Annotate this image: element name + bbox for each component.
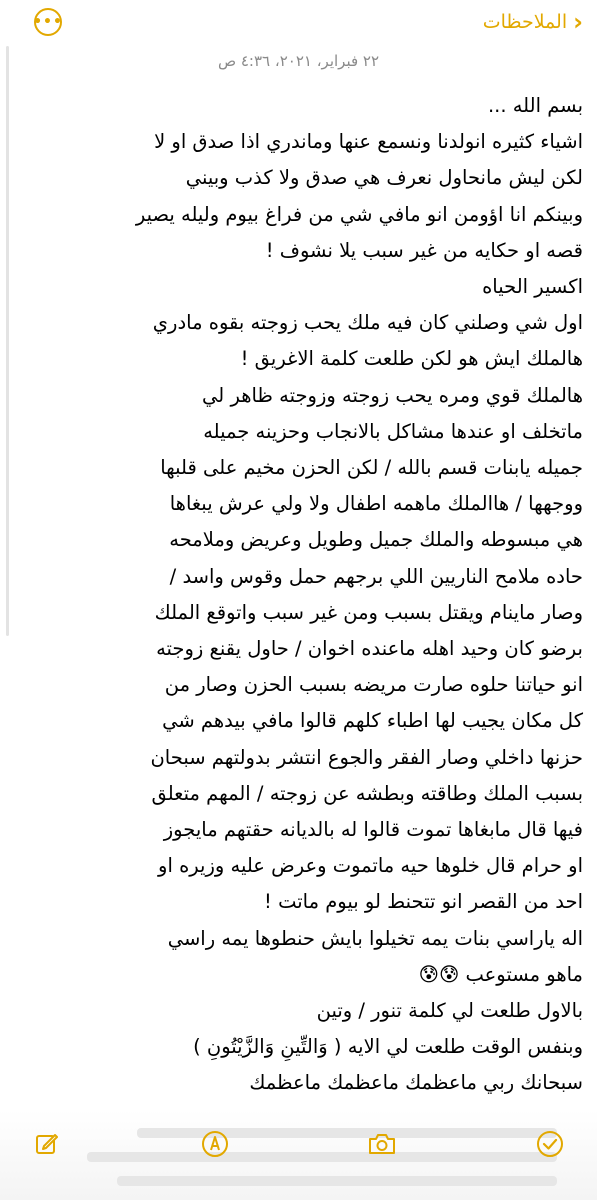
note-line: احد من القصر انو تتحنط لو بيوم ماتت !: [264, 890, 583, 914]
note-line: فيها قال مابغاها تموت قالوا له بالديانه حقتهم مايجوز: [163, 818, 583, 842]
note-line: ووجهها / هاالملك ماهمه اطفال ولا ولي عرش يبغاها: [169, 492, 583, 516]
note-line: ماتخلف او عندها مشاكل بالانجاب وحزينه جميله: [203, 419, 583, 443]
note-line: بسم الله ...: [487, 94, 583, 117]
note-line: حاده ملامح الناريين اللي برجهم حمل وقوس واسد /: [169, 564, 583, 588]
note-line: بسبب الملك وطاقته وبطشه عن زوجته / المهم متعلق: [151, 781, 583, 805]
back-button-label: الملاحظات: [482, 11, 568, 33]
note-line: سبحانك ربي ماعظمك ماعظمك ماعظمك: [249, 1071, 583, 1095]
chevron-right-icon: ›: [573, 8, 583, 36]
note-line: بالاول طلعت لي كلمة تنور / وتين: [316, 999, 583, 1023]
note-line: اله ياراسي بنات يمه تخيلوا بايش حنطوها يمه راسي: [167, 926, 583, 950]
note-line: برضو كان وحيد اهله ماعنده اخوان / حاول يقنع زوجته: [156, 637, 583, 661]
compose-icon[interactable]: [30, 1127, 64, 1161]
note-line: اول شي وصلني كان فيه ملك يحب زوجته بقوه مادري: [152, 311, 583, 335]
note-line: او حرام قال خلوها حيه ماتموت وعرض عليه وزيره او: [158, 854, 583, 878]
note-line: جميله يابنات قسم بالله / لكن الحزن مخيم على قلبها: [160, 456, 583, 480]
back-to-notes-button[interactable]: [483, 10, 583, 34]
note-line: هي مبسوطه والملك جميل وطويل وعريض وملامحه: [169, 528, 583, 552]
note-line: انو حياتنا حلوه صارت مريضه بسبب الحزن وصار من: [164, 673, 583, 697]
note-line: لكن ليش مانحاول نعرف هي صدق ولا كذب وبيني: [185, 166, 583, 190]
note-date: ٢٢ فبراير، ٢٠٢١، ٤:٣٦ ص: [217, 52, 380, 70]
note-line: اكسير الحياه: [482, 275, 583, 299]
checklist-icon[interactable]: [533, 1127, 567, 1161]
note-body[interactable]: [18, 88, 583, 1098]
note-line: هالملك ايش هو لكن طلعت كلمة الاغريق !: [240, 347, 583, 371]
scroll-indicator[interactable]: [6, 46, 9, 636]
note-line: هالملك قوي ومره يحب زوجته وزوجته ظاهر لي: [202, 383, 583, 407]
bottom-toolbar: [0, 1122, 597, 1166]
note-line: حزنها داخلي وصار الفقر والجوع انتشر بدولتهم سبحان: [150, 745, 583, 769]
ellipsis-circle-icon[interactable]: •••: [34, 8, 62, 36]
note-line: وبنفس الوقت طلعت لي الايه ( وَالتِّينِ وَالزَّيْتُونِ ): [193, 1035, 583, 1059]
note-line: اشياء كثيره انولدنا ونسمع عنها وماندري اذا صدق او لا: [154, 130, 583, 154]
note-line: كل مكان يجيب لها اطباء كلهم قالوا مافي بيدهم شي: [162, 709, 583, 733]
note-line: ماهو مستوعب 😰😰: [418, 962, 583, 986]
navigation-bar: [0, 0, 597, 44]
markup-pen-icon[interactable]: [198, 1127, 232, 1161]
note-line: وبينكم انا اؤومن انو مافي شي من فراغ بيوم وليله يصير: [135, 202, 583, 226]
camera-icon[interactable]: [365, 1127, 399, 1161]
note-line: وصار ماينام ويقتل بسبب ومن غير سبب واتوقع الملك: [154, 600, 583, 624]
note-line: قصه او حكايه من غير سبب يلا نشوف !: [265, 238, 583, 262]
